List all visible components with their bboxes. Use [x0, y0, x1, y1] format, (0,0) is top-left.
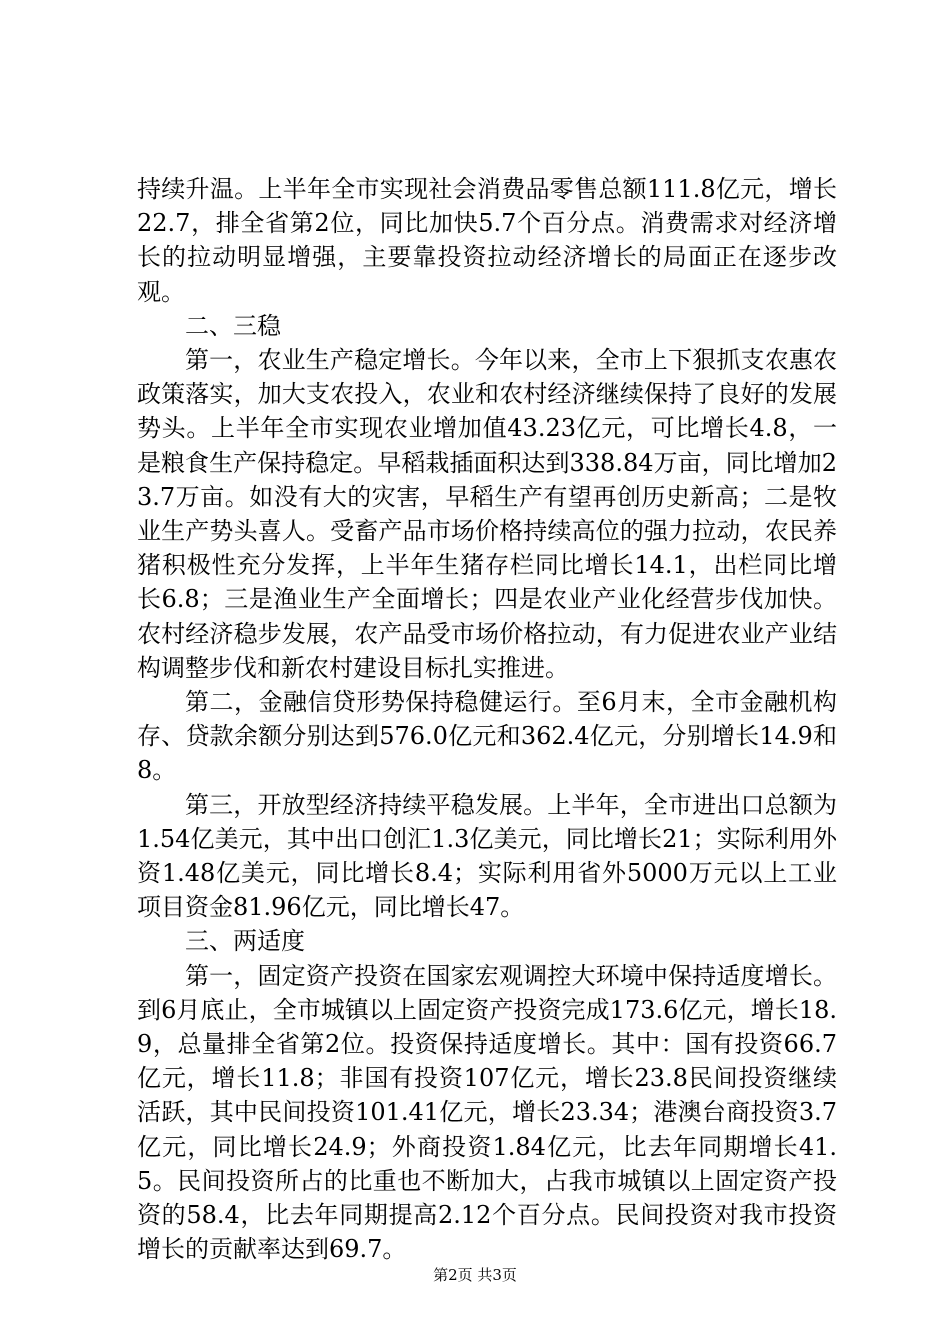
document-body — [137, 172, 837, 1267]
paragraph-fixed-investment: 第一，固定资产投资在国家宏观调控大环境中保持适度增长。到6月底止，全市城镇以上固定资产投资完成173.6亿元，增长18.9，总量排全省第2位。投资保持适度增长。其中：国有投资66.7亿元，增长11.8；非国有投资107亿元，增长23.8民间投资继续活跃，其中民间投资101.41亿元，增长23.34；港澳台商投资3.7亿元，同比增长24.9；外商投资1.84亿元，比去年同期增长41.5。民间投资所占的比重也不断加大，占我市城镇以上固定资产投资的58.4，比去年同期提高2.12个百分点。民间投资对我市投资增长的贡献率达到69.7。 — [137, 961, 837, 1264]
paragraph-open-economy: 第三，开放型经济持续平稳发展。上半年，全市进出口总额为1.54亿美元，其中出口创汇1.3亿美元，同比增长21；实际利用外资1.48亿美元，同比增长8.4；实际利用省外5000万元以上工业项目资金81.96亿元，同比增长47。 — [137, 790, 837, 922]
page-footer: 第2页 共3页 — [433, 1266, 517, 1284]
paragraph-agriculture: 第一，农业生产稳定增长。今年以来，全市上下狠抓支农惠农政策落实，加大支农投入，农业和农村经济继续保持了良好的发展势头。上半年全市实现农业增加值43.23亿元，可比增长4.8，一是粮食生产保持稳定。早稻栽插面积达到338.84万亩，同比增加23.7万亩。如没有大的灾害，早稻生产有望再创历史新高；二是牧业生产势头喜人。受畜产品市场价格持续高位的强力拉动，农民养猪积极性充分发挥，上半年生猪存栏同比增长14.1，出栏同比增长6.8；三是渔业生产全面增长；四是农业产业化经营步伐加快。农村经济稳步发展，农产品受市场价格拉动，有力促进农业产业结构调整步伐和新农村建设目标扎实推进。 — [137, 346, 837, 682]
section-heading-three-stable: 二、三稳 — [185, 311, 281, 340]
paragraph-consumption: 持续升温。上半年全市实现社会消费品零售总额111.8亿元，增长22.7，排全省第2位，同比加快5.7个百分点。消费需求对经济增长的拉动明显增强，主要靠投资拉动经济增长的局面正在逐步改观。 — [137, 175, 837, 306]
section-heading-two-moderate: 三、两适度 — [185, 927, 305, 956]
paragraph-finance: 第二，金融信贷形势保持稳健运行。至6月末，全市金融机构存、贷款余额分别达到576.0亿元和362.4亿元，分别增长14.9和8。 — [137, 688, 837, 785]
